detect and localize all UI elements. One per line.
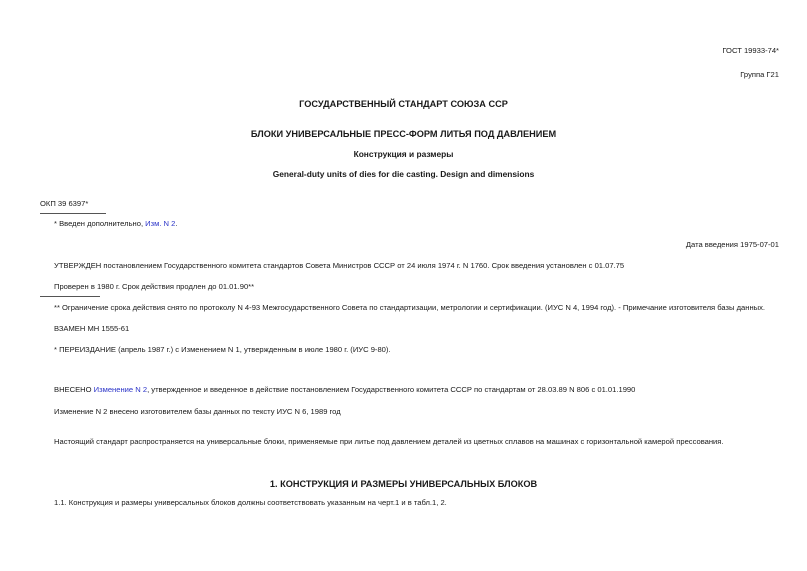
- change-2-link[interactable]: Изм. N 2: [145, 219, 176, 228]
- okp-code: ОКП 39 6397*: [40, 199, 89, 208]
- scope-text: Настоящий стандарт распространяется на универсальные блоки, применяемые при литье под давлением деталей из цветных сплавов на машинах с горизонтальной камерой прессования.: [54, 437, 724, 446]
- reissue-text: * ПЕРЕИЗДАНИЕ (апрель 1987 г.) с Изменением N 1, утвержденным в июле 1980 г. (ИУС 9-80).: [54, 345, 391, 354]
- main-title: БЛОКИ УНИВЕРСАЛЬНЫЕ ПРЕСС-ФОРМ ЛИТЬЯ ПОД ДАВЛЕНИЕМ: [250, 129, 557, 139]
- introduced-suffix: , утвержденное и введенное в действие постановлением Государственного комитета СССР по стандартам от 28.03.89 N 806 с 01.01.1990: [147, 385, 636, 394]
- clause-1-1: 1.1. Конструкция и размеры универсальных блоков должны соответствовать указанным на черт.1 и в табл.1, 2.: [54, 498, 447, 507]
- intro-date: Дата введения 1975-07-01: [685, 240, 779, 249]
- approved-text: УТВЕРЖДЕН постановлением Государственного комитета стандартов Совета Министров СССР от 24 июля 1974 г. N 1760. Срок введения установлен с 01.07.75: [54, 261, 625, 270]
- change-2-link-main[interactable]: Изменение N 2: [93, 385, 148, 394]
- subtitle: Конструкция и размеры: [353, 149, 454, 159]
- replaces-text: ВЗАМЕН МН 1555-61: [54, 324, 130, 333]
- standard-title: ГОСУДАРСТВЕННЫЙ СТАНДАРТ СОЮЗА ССР: [299, 99, 508, 109]
- group-code: Группа Г21: [740, 70, 779, 79]
- footnote-added-end: .: [175, 219, 178, 228]
- english-title: General-duty units of dies for die casting. Design and dimensions: [272, 169, 535, 179]
- footnote-separator: [40, 213, 106, 214]
- footnote-separator-2: [40, 296, 100, 297]
- footnote-term-limit: ** Ограничение срока действия снято по протоколу N 4-93 Межгосударственного Совета по стандартизации, метрологии и сертификации. (ИУС N 4, 1994 год). - Примечание изготовителя базы данных.: [54, 303, 766, 312]
- introduced-prefix: ВНЕСЕНО: [54, 385, 94, 394]
- gost-number: ГОСТ 19933-74*: [722, 46, 779, 55]
- footnote-added: [54, 219, 178, 228]
- section-1-heading: 1. КОНСТРУКЦИЯ И РАЗМЕРЫ УНИВЕРСАЛЬНЫХ БЛОКОВ: [269, 479, 538, 489]
- introduced-text: [54, 385, 635, 394]
- checked-text: Проверен в 1980 г. Срок действия продлен до 01.01.90**: [54, 282, 255, 291]
- change-note: Изменение N 2 внесено изготовителем базы данных по тексту ИУС N 6, 1989 год: [54, 407, 341, 416]
- footnote-added-text: * Введен дополнительно,: [54, 219, 146, 228]
